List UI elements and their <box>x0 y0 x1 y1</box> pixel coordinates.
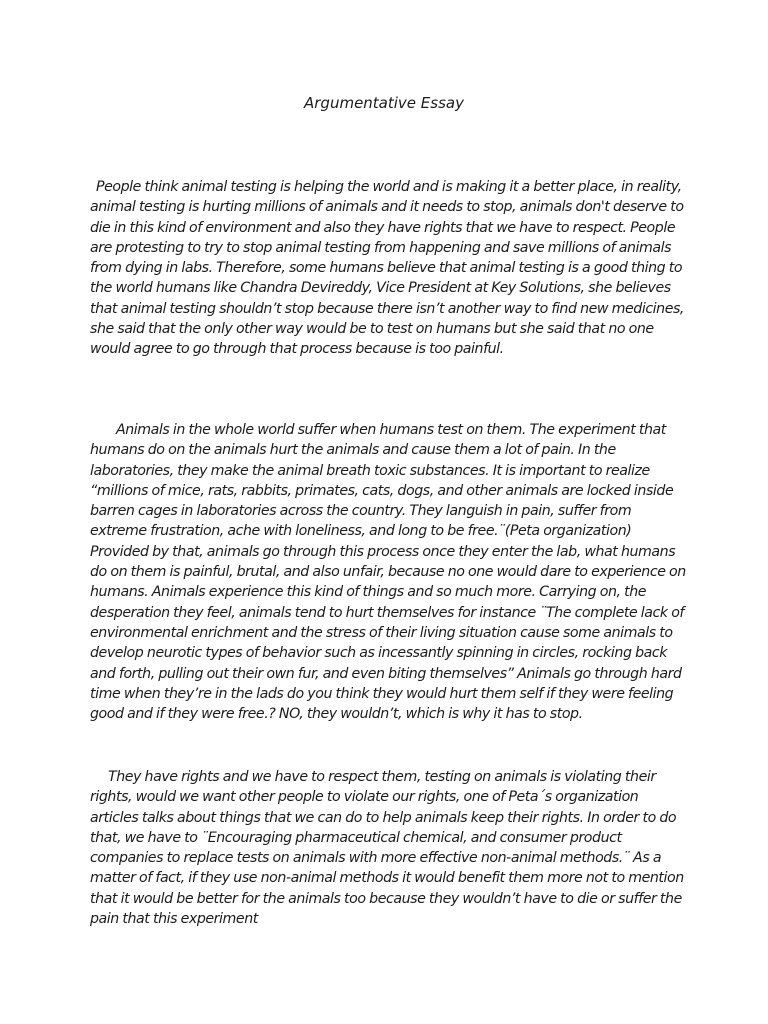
paragraph-1: People think animal testing is helping the world and is making it a better place, in reality, animal testing is hurting millions of animals and it needs to stop, animals don't deserve to die in this kind of environment and also they have rights that we have to respect. People are protesting to try to stop animal testing from happening and save millions of animals from dying in labs. Therefore, some humans believe that animal testing is a good thing to the world humans like Chandra Devireddy, Vice President at Key Solutions, she believes that animal testing shouldn’t stop because there isn’t another way to find new medicines, she said that the only other way would be to test on humans but she said that no one would agree to go through that process because is too painful. <box>90 179 684 358</box>
document-title: Argumentative Essay <box>304 94 464 112</box>
paragraph-3: They have rights and we have to respect them, testing on animals is violating their rights, would we want other people to violate our rights, one of Peta´s organization articles talks about things that we can do to help animals keep their rights. In order to do that, we have to ¨Encouraging pharmaceutical chemical, and consumer product companies to replace tests on animals with more effective non-animal methods.¨ As a matter of fact, if they use non-animal methods it would benefit them more not to mention that it would be better for the animals too because they wouldn’t have to die or suffer the pain that this experiment <box>90 769 684 928</box>
paragraph-2: Animals in the whole world suffer when humans test on them. The experiment that humans do on the animals hurt the animals and cause them a lot of pain. In the laboratories, they make the animal breath toxic substances. It is important to realize “millions of mice, rats, rabbits, primates, cats, dogs, and other animals are locked inside barren cages in laboratories across the country. They languish in pain, suffer from extreme frustration, ache with loneliness, and long to be free.¨(Peta organization) Provided by that, animals go through this process once they enter the lab, what humans do on them is painful, brutal, and also unfair, because no one would dare to experience on humans. Animals experience this kind of things and so much more. Carrying on, the desperation they feel, animals tend to hurt themselves for instance ¨The complete lack of environmental enrichment and the stress of their living situation cause some animals to develop neurotic types of behavior such as incessantly spinning in circles, rocking back and forth, pulling out their own fur, and even biting themselves” Animals go through hard time when they’re in the lads do you think they would hurt them self if they were feeling good and if they were free.? NO, they wouldn’t, which is why it has to stop. <box>90 422 686 723</box>
